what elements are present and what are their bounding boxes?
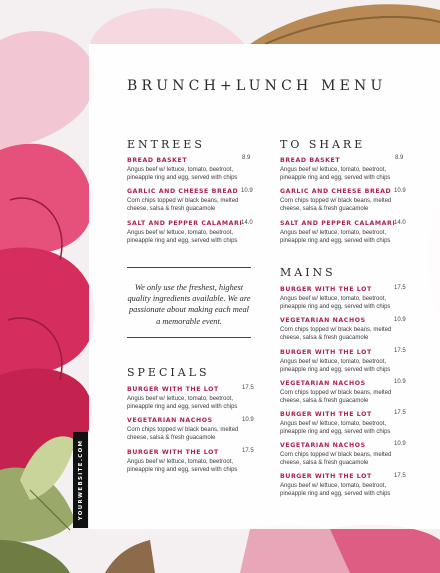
- menu-item-description: Corn chips topped w/ black beans, melted cheese, salsa & fresh guacamole: [127, 427, 239, 441]
- entrees-heading: ENTREES: [127, 138, 205, 151]
- menu-item: [280, 188, 407, 213]
- menu-item-price: 8.9: [395, 155, 404, 161]
- menu-item-description: Corn chips topped w/ black beans, melted cheese, salsa & fresh guacamole: [127, 198, 239, 212]
- menu-item-name: BURGER WITH THE LOT: [280, 349, 372, 356]
- menu-item: [127, 157, 254, 182]
- menu-title: BRUNCH+LUNCH MENU: [127, 78, 387, 94]
- quote-bottom-divider: [127, 337, 251, 338]
- menu-item: [280, 157, 407, 182]
- menu-item-name: GARLIC AND CHEESE BREAD: [280, 188, 392, 195]
- menu-item-price: 10.9: [394, 317, 406, 323]
- menu-item-name: BURGER WITH THE LOT: [280, 411, 372, 418]
- menu-item-price: 10.9: [394, 441, 406, 447]
- menu-item-price: 17.5: [242, 448, 254, 454]
- menu-item-description: Corn chips topped w/ black beans, melted cheese, salsa & fresh guacamole: [280, 390, 392, 404]
- menu-item-name: GARLIC AND CHEESE BREAD: [127, 188, 239, 195]
- menu-item: [280, 411, 407, 436]
- menu-item: [280, 317, 407, 342]
- menu-item-name: SALT AND PEPPER CALAMARI: [127, 220, 243, 227]
- menu-item: [280, 380, 407, 405]
- menu-item-price: 10.9: [241, 188, 253, 194]
- menu-item-name: VEGETARIAN NACHOS: [280, 317, 366, 324]
- menu-item-description: Corn chips topped w/ black beans, melted cheese, salsa & fresh guacamole: [280, 452, 392, 466]
- menu-item-price: 17.5: [242, 385, 254, 391]
- menu-item: [280, 286, 407, 311]
- menu-item-price: 17.5: [394, 473, 406, 479]
- website-text: YOURWEBSITE.COM: [77, 439, 84, 521]
- menu-item-description: Angus beef w/ lettuce, tomato, beetroot, pineapple ring and egg, served with chips: [280, 230, 391, 244]
- menu-item-description: Angus beef w/ lettuce, tomato, beetroot, pineapple ring and egg, served with chips: [280, 167, 391, 181]
- website-tab[interactable]: [73, 432, 88, 528]
- mains-heading: MAINS: [280, 266, 336, 279]
- menu-item: [127, 220, 254, 245]
- menu-item-description: Angus beef w/ lettuce, tomato, beetroot, pineapple ring and egg, served with chips: [127, 396, 238, 410]
- menu-item: [280, 442, 407, 467]
- menu-item-name: BURGER WITH THE LOT: [280, 473, 372, 480]
- menu-item-name: BURGER WITH THE LOT: [280, 286, 372, 293]
- menu-item-price: 14.0: [394, 220, 406, 226]
- menu-item-name: BREAD BASKET: [127, 157, 188, 164]
- menu-item-name: BURGER WITH THE LOT: [127, 449, 219, 456]
- to-share-heading: TO SHARE: [280, 138, 366, 151]
- specials-heading: SPECIALS: [127, 366, 210, 379]
- menu-item-price: 10.9: [394, 379, 406, 385]
- menu-item-name: VEGETARIAN NACHOS: [280, 380, 366, 387]
- menu-item-description: Angus beef w/ lettuce, tomato, beetroot, pineapple ring and egg, served with chips: [127, 459, 238, 473]
- quote-top-divider: [127, 267, 251, 268]
- menu-item-name: VEGETARIAN NACHOS: [127, 417, 213, 424]
- menu-item-price: 17.5: [394, 410, 406, 416]
- menu-item-description: Angus beef w/ lettuce, tomato, beetroot, pineapple ring and egg, served with chips: [280, 296, 391, 310]
- menu-item-description: Corn chips topped w/ black beans, melted cheese, salsa & fresh guacamole: [280, 198, 392, 212]
- menu-item-description: Corn chips topped w/ black beans, melted cheese, salsa & fresh guacamole: [280, 327, 392, 341]
- menu-item-price: 10.9: [242, 417, 254, 423]
- menu-item-name: BREAD BASKET: [280, 157, 341, 164]
- quote-text: We only use the freshest, highest quality ingredients available. We are passionate about making each meal a memorable event.: [127, 283, 251, 326]
- menu-item-price: 8.9: [242, 155, 251, 161]
- menu-item: [127, 449, 254, 474]
- menu-item-description: Angus beef w/ lettuce, tomato, beetroot, pineapple ring and egg, served with chips: [127, 230, 238, 244]
- menu-item-description: Angus beef w/ lettuce, tomato, beetroot, pineapple ring and egg, served with chips: [127, 167, 238, 181]
- menu-item: [127, 417, 254, 442]
- menu-item-price: 10.9: [394, 188, 406, 194]
- menu-item-price: 17.5: [394, 348, 406, 354]
- menu-item: [127, 188, 254, 213]
- menu-item-name: BURGER WITH THE LOT: [127, 386, 219, 393]
- menu-item: [127, 386, 254, 411]
- menu-item: [280, 349, 407, 374]
- menu-item: [280, 473, 407, 498]
- menu-item-price: 14.0: [241, 220, 253, 226]
- menu-item-description: Angus beef w/ lettuce, tomato, beetroot, pineapple ring and egg, served with chips: [280, 483, 391, 497]
- menu-item-name: SALT AND PEPPER CALAMARI: [280, 220, 396, 227]
- menu-item-description: Angus beef w/ lettuce, tomato, beetroot, pineapple ring and egg, served with chips: [280, 359, 391, 373]
- menu-item-price: 17.5: [394, 285, 406, 291]
- menu-item-name: VEGETARIAN NACHOS: [280, 442, 366, 449]
- menu-item-description: Angus beef w/ lettuce, tomato, beetroot, pineapple ring and egg, served with chips: [280, 421, 391, 435]
- menu-item: [280, 220, 407, 245]
